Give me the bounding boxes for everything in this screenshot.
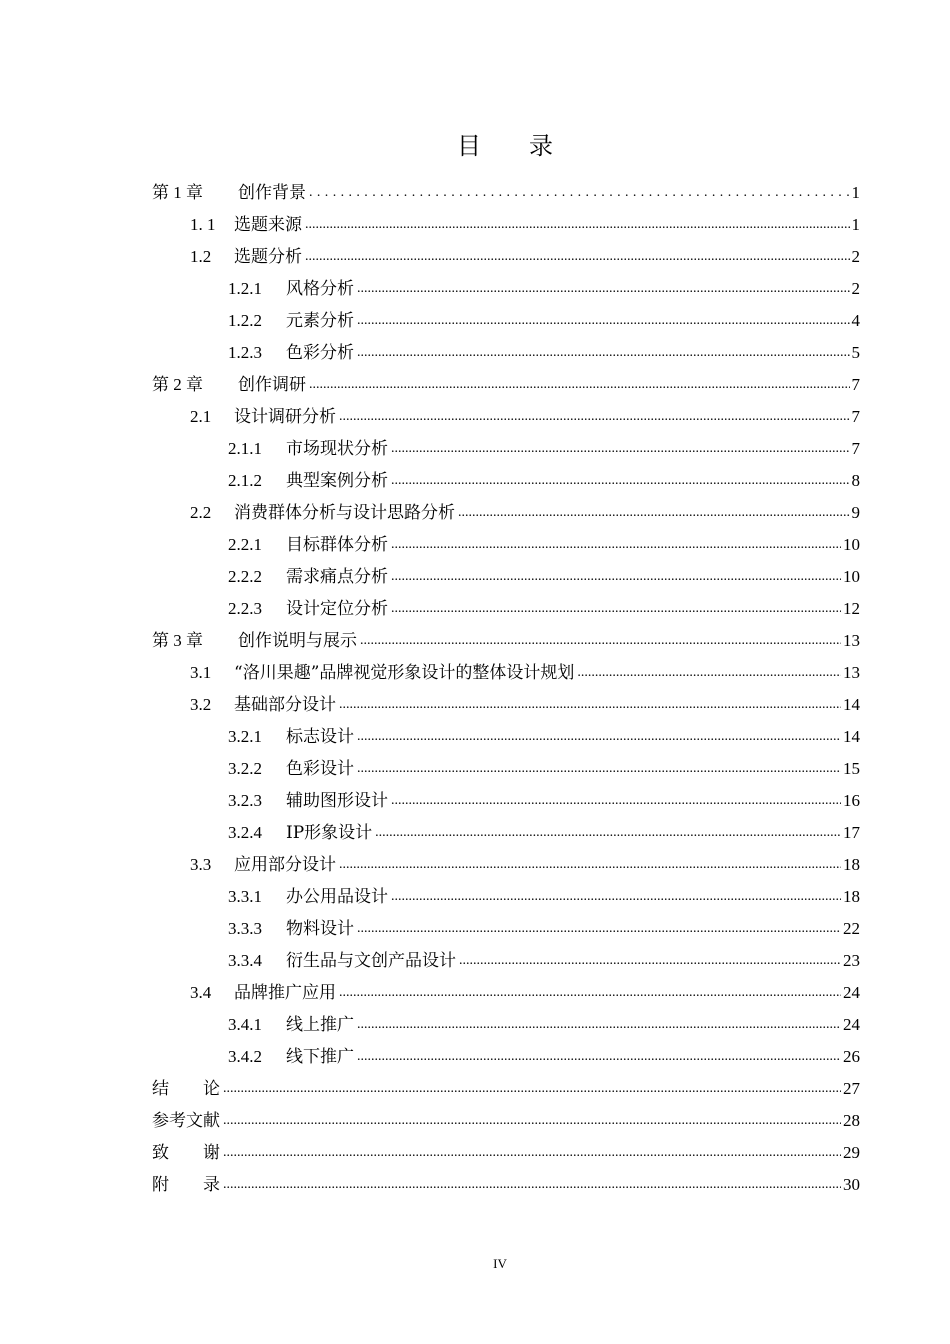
toc-entry-title: 消费群体分析与设计思路分析 <box>234 503 455 523</box>
toc-entry-page: 9 <box>851 503 860 522</box>
toc-entry-title: “洛川果趣”品牌视觉形象设计的整体设计规划 <box>234 663 575 683</box>
toc-dot-leader <box>391 785 841 817</box>
toc-entry-title: 需求痛点分析 <box>286 567 388 587</box>
toc-entry[interactable] <box>228 1009 860 1041</box>
toc-entry[interactable] <box>228 433 860 465</box>
toc-entry-title: 衍生品与文创产品设计 <box>286 951 456 971</box>
toc-entry-title: 选题来源 <box>234 215 302 235</box>
toc-entry-title: 典型案例分析 <box>286 471 388 491</box>
toc-entry-page: 7 <box>851 407 860 426</box>
toc-dot-leader <box>391 561 841 593</box>
toc-entry-title: 创作背景 <box>238 183 306 203</box>
toc-entry-page: 28 <box>843 1111 860 1130</box>
toc-entry[interactable] <box>190 849 860 881</box>
toc-entry-page: 8 <box>851 471 860 490</box>
toc-entry-page: 30 <box>843 1175 860 1194</box>
toc-entry-title: 创作调研 <box>238 375 306 395</box>
toc-dot-leader <box>375 817 841 849</box>
toc-entry[interactable] <box>228 881 860 913</box>
toc-entry-page: 13 <box>843 631 860 650</box>
toc-entry-page: 10 <box>843 535 860 554</box>
toc-entry-title: 目标群体分析 <box>286 535 388 555</box>
toc-entry[interactable] <box>228 817 860 849</box>
toc-entry-page: 2 <box>851 247 860 266</box>
toc-entry-number: 3.2.4 <box>228 823 262 842</box>
toc-entry-number: 3.4 <box>190 983 212 1002</box>
toc-dot-leader <box>458 497 850 529</box>
toc-entry-number: 3.2.3 <box>228 791 262 810</box>
toc-entry[interactable] <box>152 625 860 657</box>
toc-entry-number: 2.1 <box>190 407 212 426</box>
toc-entry-page: 23 <box>843 951 860 970</box>
toc-entry[interactable] <box>190 689 860 721</box>
toc-entry[interactable] <box>152 369 860 401</box>
toc-entry-number: 2.1.1 <box>228 439 262 458</box>
toc-dot-leader <box>391 593 841 625</box>
toc-entry-page: 14 <box>843 727 860 746</box>
toc-entry-page: 17 <box>843 823 860 842</box>
toc-entry-number: 3.4.2 <box>228 1047 262 1066</box>
toc-dot-leader <box>223 1073 841 1105</box>
toc-dot-leader <box>339 401 850 433</box>
toc-entry-page: 1 <box>851 215 860 234</box>
toc-entry-title: IP形象设计 <box>286 823 373 843</box>
toc-entry-number: 1.2 <box>190 247 212 266</box>
toc-entry[interactable] <box>228 753 860 785</box>
toc-entry[interactable] <box>152 1169 860 1201</box>
toc-entry-page: 10 <box>843 567 860 586</box>
toc-dot-leader <box>391 465 850 497</box>
toc-entry-page: 24 <box>843 1015 860 1034</box>
toc-entry[interactable] <box>228 273 860 305</box>
toc-entry[interactable] <box>228 337 860 369</box>
toc-entry-page: 27 <box>843 1079 860 1098</box>
toc-entry[interactable] <box>152 1073 860 1105</box>
toc-entry-number: 3.2 <box>190 695 212 714</box>
toc-entry-title: 线上推广 <box>286 1015 354 1035</box>
toc-entry[interactable] <box>228 305 860 337</box>
toc-entry-number: 1.2.3 <box>228 343 262 362</box>
toc-entry-title: 元素分析 <box>286 311 354 331</box>
toc-entry-title: 色彩分析 <box>286 343 354 363</box>
toc-entry-page: 18 <box>843 855 860 874</box>
toc-entry-title: 应用部分设计 <box>234 855 336 875</box>
toc-entry[interactable] <box>190 977 860 1009</box>
toc-entry-number: 3.3 <box>190 855 212 874</box>
toc-entry-title: 创作说明与展示 <box>238 631 357 651</box>
toc-dot-leader <box>339 689 841 721</box>
toc-dot-leader <box>223 1169 841 1201</box>
toc-entry-number: 1.2.1 <box>228 279 262 298</box>
toc-entry[interactable] <box>228 945 860 977</box>
toc-entry-number: 2.2.1 <box>228 535 262 554</box>
toc-dot-leader <box>391 433 850 465</box>
toc-dot-leader <box>391 881 841 913</box>
toc-entry[interactable] <box>228 785 860 817</box>
toc-entry-number: 3.3.1 <box>228 887 262 906</box>
toc-entry-number: 3.3.3 <box>228 919 262 938</box>
toc-entry-title: 辅助图形设计 <box>286 791 388 811</box>
toc-dot-leader <box>223 1105 841 1137</box>
toc-entry-title: 风格分析 <box>286 279 354 299</box>
toc-dot-leader <box>339 977 841 1009</box>
toc-dot-leader <box>577 657 841 689</box>
toc-entry[interactable] <box>228 529 860 561</box>
toc-entry-page: 5 <box>851 343 860 362</box>
toc-dot-leader <box>360 625 841 657</box>
toc-dot-leader <box>459 945 841 977</box>
toc-entry[interactable] <box>228 913 860 945</box>
toc-entry-title: 基础部分设计 <box>234 695 336 715</box>
toc-entry-number: 3.4.1 <box>228 1015 262 1034</box>
toc-entry[interactable] <box>190 497 860 529</box>
toc-dot-leader <box>357 337 850 369</box>
toc-entry-number: 3.3.4 <box>228 951 262 970</box>
toc-dot-leader <box>357 273 850 305</box>
toc-entry-number: 第 2 章 <box>152 375 203 394</box>
toc-entry-page: 4 <box>851 311 860 330</box>
toc-entry-page: 18 <box>843 887 860 906</box>
toc-entry-page: 26 <box>843 1047 860 1066</box>
toc-entry-number: 第 3 章 <box>152 631 203 650</box>
toc-dot-leader <box>357 1009 841 1041</box>
page-number-footer: IV <box>493 1256 507 1271</box>
toc-entry[interactable] <box>228 1041 860 1073</box>
toc-entry-title: 办公用品设计 <box>286 887 388 907</box>
page-title: 目 录 <box>457 132 553 160</box>
toc-entry[interactable] <box>190 657 860 689</box>
toc-dot-leader <box>357 1041 841 1073</box>
toc-entry-number: 3.1 <box>190 663 212 682</box>
toc-entry-title: 色彩设计 <box>286 759 354 779</box>
toc-entry[interactable] <box>190 241 860 273</box>
toc-dot-leader <box>357 305 850 337</box>
toc-entry-page: 1 <box>851 183 860 202</box>
toc-entry[interactable] <box>228 593 860 625</box>
toc-dot-leader <box>223 1137 841 1169</box>
toc-dot-leader <box>357 753 841 785</box>
toc-entry-number: 3.2.2 <box>228 759 262 778</box>
toc-entry-title: 结 论 <box>152 1079 220 1099</box>
toc-dot-leader <box>357 721 841 753</box>
toc-entry-number: 3.2.1 <box>228 727 262 746</box>
toc-entry[interactable] <box>228 721 860 753</box>
toc-entry[interactable] <box>190 401 860 433</box>
toc-entry[interactable] <box>152 1105 860 1137</box>
toc-dot-leader <box>357 913 841 945</box>
toc-entry-title: 设计调研分析 <box>234 407 336 427</box>
toc-entry-title: 市场现状分析 <box>286 439 388 459</box>
toc-entry[interactable] <box>152 1137 860 1169</box>
toc-entry-title: 标志设计 <box>286 727 354 747</box>
toc-entry-page: 7 <box>851 375 860 394</box>
toc-entry-number: 2.1.2 <box>228 471 262 490</box>
toc-entry-page: 24 <box>843 983 860 1002</box>
toc-entry-page: 22 <box>843 919 860 938</box>
toc-entry-title: 设计定位分析 <box>286 599 388 619</box>
toc-dot-leader <box>305 209 850 241</box>
toc-entry-title: 参考文献 <box>152 1111 220 1131</box>
toc-entry-page: 13 <box>843 663 860 682</box>
toc-dot-leader <box>339 849 841 881</box>
toc-entry-number: 2.2 <box>190 503 212 522</box>
toc-entry-title: 附 录 <box>152 1175 220 1195</box>
toc-entry-page: 15 <box>843 759 860 778</box>
toc-entry[interactable] <box>228 561 860 593</box>
toc-entry-number: 1.2.2 <box>228 311 262 330</box>
toc-entry-title: 致 谢 <box>152 1143 220 1163</box>
toc-entry-page: 7 <box>851 439 860 458</box>
toc-entry-title: 选题分析 <box>234 247 302 267</box>
toc-entry-number: 第 1 章 <box>152 183 203 202</box>
toc-entry-page: 2 <box>851 279 860 298</box>
toc-entry-number: 1. 1 <box>190 215 216 234</box>
toc-entry-title: 品牌推广应用 <box>234 983 336 1003</box>
toc-entry-title: 物料设计 <box>286 919 354 939</box>
toc-entry-page: 29 <box>843 1143 860 1162</box>
toc-entry[interactable] <box>152 177 860 209</box>
toc-entry-page: 14 <box>843 695 860 714</box>
toc-entry-title: 线下推广 <box>286 1047 354 1067</box>
toc-dot-leader <box>309 369 850 401</box>
toc-entry-page: 12 <box>843 599 860 618</box>
toc-entry-number: 2.2.2 <box>228 567 262 586</box>
toc-entry[interactable] <box>190 209 860 241</box>
toc-entry-page: 16 <box>843 791 860 810</box>
toc-dot-leader <box>391 529 841 561</box>
toc-dot-leader <box>305 241 850 273</box>
toc-entry-number: 2.2.3 <box>228 599 262 618</box>
toc-dot-leader <box>309 177 850 209</box>
toc-entry[interactable] <box>228 465 860 497</box>
